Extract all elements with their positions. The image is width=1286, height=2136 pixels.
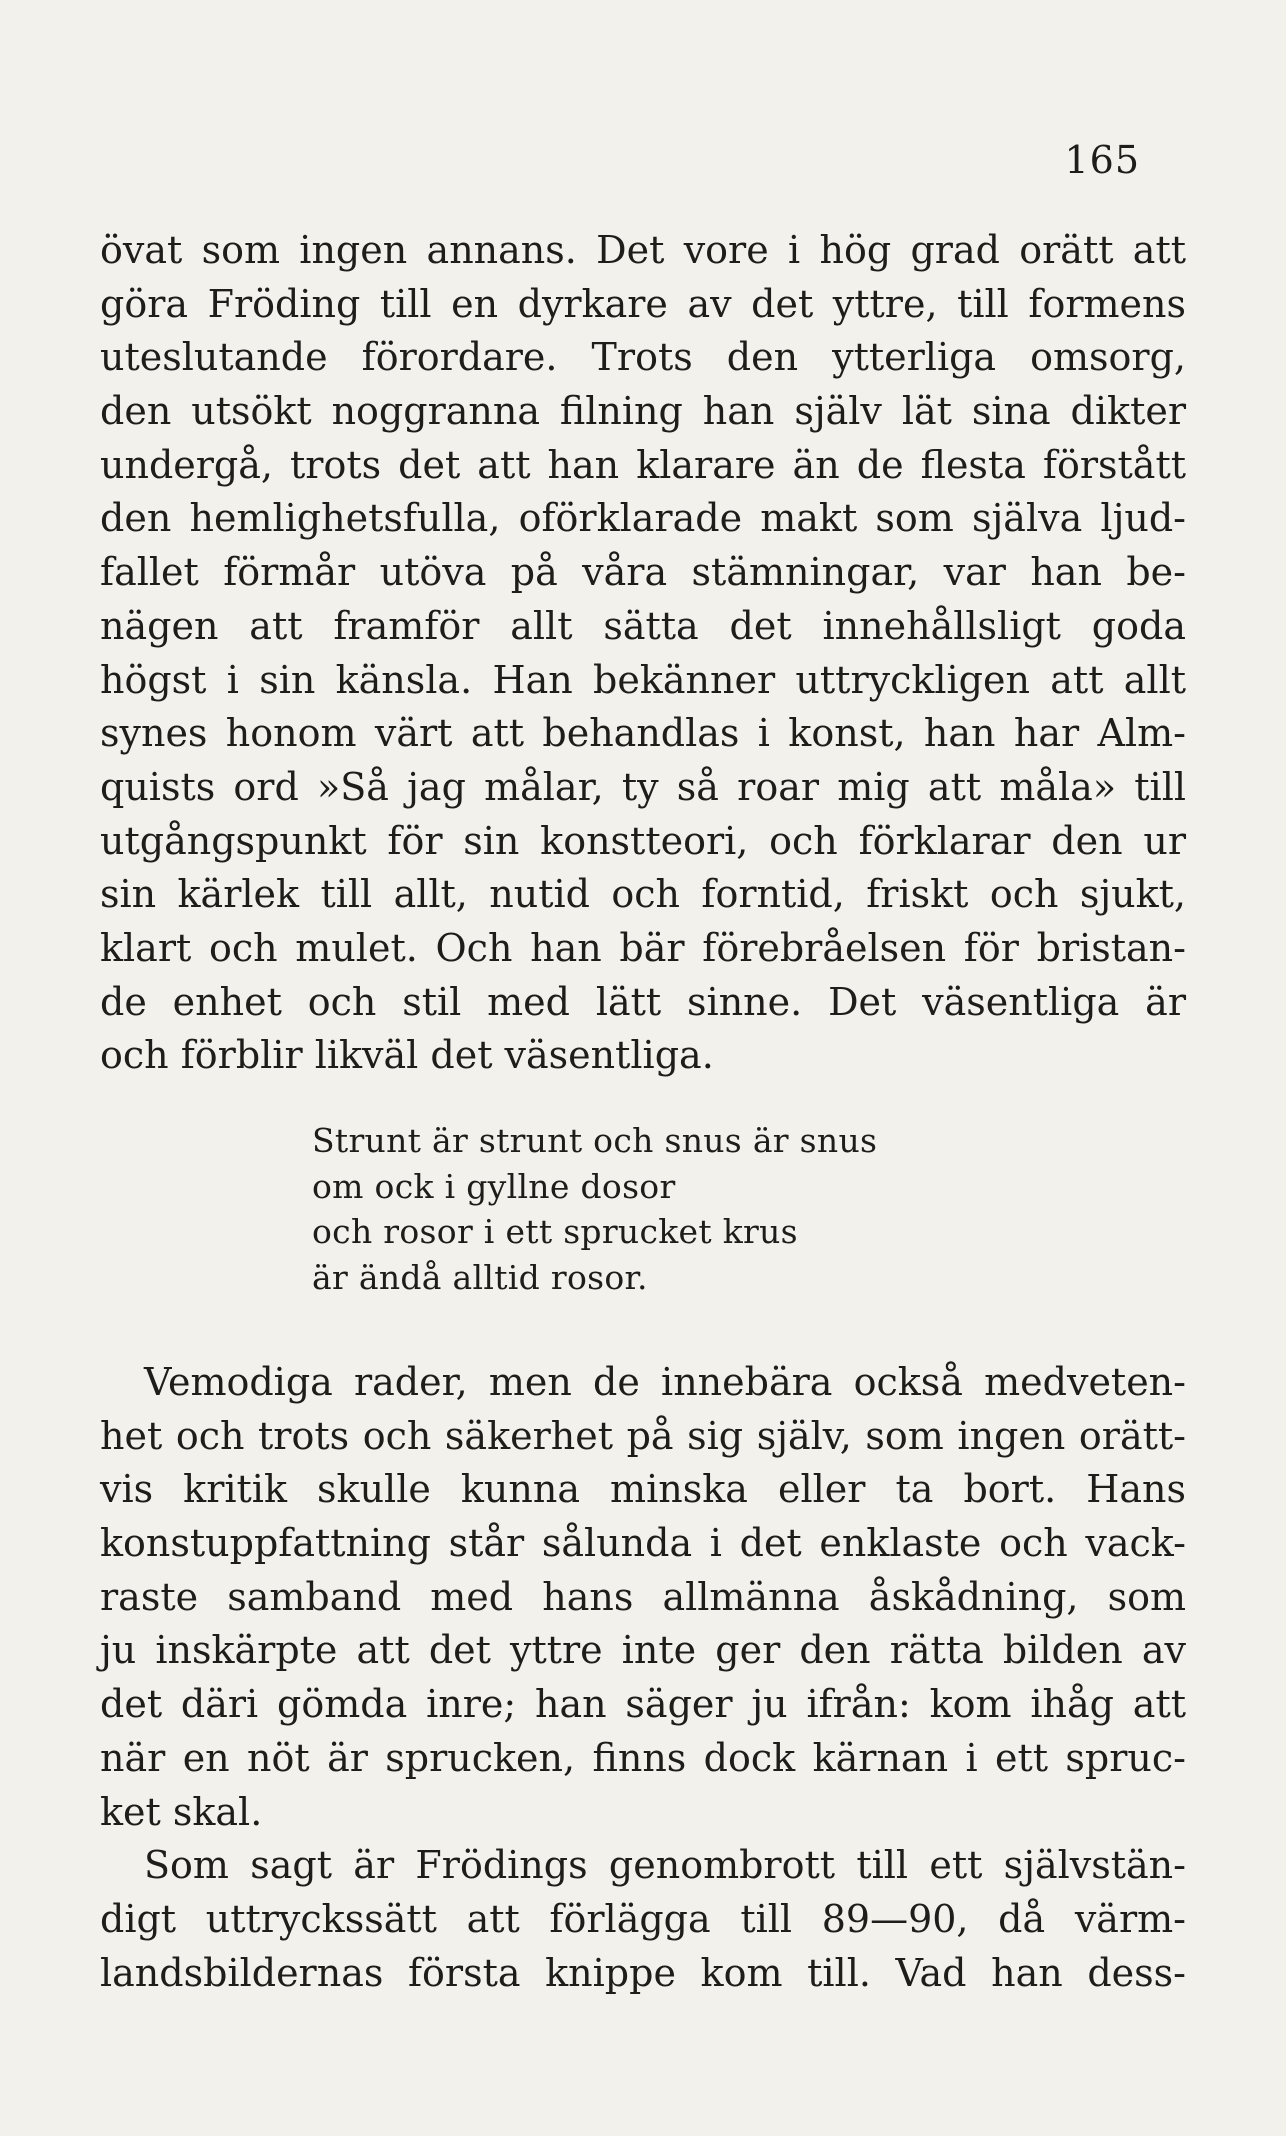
text-line: ket skal. xyxy=(100,1789,263,1834)
page-number: 165 xyxy=(1064,138,1140,182)
text-line: Som sagt är Frödings genombrott till ett självstän- xyxy=(144,1843,1186,1888)
text-line: undergå, trots det att han klarare än de flesta förstått xyxy=(100,442,1186,487)
text-line: övat som ingen annans. Det vore i hög grad orätt att xyxy=(100,228,1186,272)
text-line: högst i sin känsla. Han bekänner uttryckligen att allt xyxy=(100,657,1186,702)
paragraph-2-and-3 xyxy=(100,1356,1186,2000)
poem-line: om ock i gyllne dosor xyxy=(312,1166,676,1206)
poem-line: och rosor i ett sprucket krus xyxy=(312,1212,798,1251)
poem-line: är ändå alltid rosor. xyxy=(312,1257,648,1297)
text-line: synes honom värt att behandlas i konst, han har Alm- xyxy=(100,711,1186,756)
poem-line: Strunt är strunt och snus är snus xyxy=(312,1121,878,1160)
text-line: klart och mulet. Och han bär förebråelsen för bristan- xyxy=(100,925,1186,970)
text-line: uteslutande förordare. Trots den ytterliga omsorg, xyxy=(100,335,1186,380)
text-line: det däri gömda inre; han säger ju ifrån: kom ihåg att xyxy=(100,1682,1186,1727)
poem-quote xyxy=(312,1118,1012,1300)
text-line: utgångspunkt för sin konstteori, och förklarar den ur xyxy=(100,818,1186,863)
text-line: sin kärlek till allt, nutid och forntid, friskt och sjukt, xyxy=(100,872,1186,917)
text-line: vis kritik skulle kunna minska eller ta bort. Hans xyxy=(100,1467,1186,1512)
text-line: landsbildernas första knippe kom till. Vad han dess- xyxy=(100,1950,1186,1995)
text-line: het och trots och säkerhet på sig själv, som ingen orätt- xyxy=(100,1413,1186,1458)
text-line: de enhet och stil med lätt sinne. Det väsentliga är xyxy=(100,979,1186,1024)
text-line: digt uttryckssätt att förlägga till 89—90, då värm- xyxy=(100,1896,1186,1941)
text-line: när en nöt är sprucken, finns dock kärnan i ett spruc- xyxy=(100,1735,1186,1780)
text-line: den utsökt noggranna filning han själv lät sina dikter xyxy=(100,389,1186,434)
text-line: och förblir likväl det väsentliga. xyxy=(100,1033,714,1078)
text-line: raste samband med hans allmänna åskådning, som xyxy=(100,1574,1186,1619)
paragraph-1 xyxy=(100,224,1186,1083)
text-line: quists ord »Så jag målar, ty så roar mig att måla» till xyxy=(100,764,1186,809)
text-line: ju inskärpte att det yttre inte ger den rätta bilden av xyxy=(100,1628,1186,1673)
text-line: konstuppfattning står sålunda i det enklaste och vack- xyxy=(100,1521,1186,1566)
text-line: göra Fröding till en dyrkare av det yttre, till formens xyxy=(100,281,1186,326)
text-line: fallet förmår utöva på våra stämningar, var han be- xyxy=(100,550,1186,595)
text-line: Vemodiga rader, men de innebära också medveten- xyxy=(144,1360,1186,1404)
text-line: nägen att framför allt sätta det innehållsligt goda xyxy=(100,603,1186,648)
text-line: den hemlighetsfulla, oförklarade makt som själva ljud- xyxy=(100,496,1186,541)
